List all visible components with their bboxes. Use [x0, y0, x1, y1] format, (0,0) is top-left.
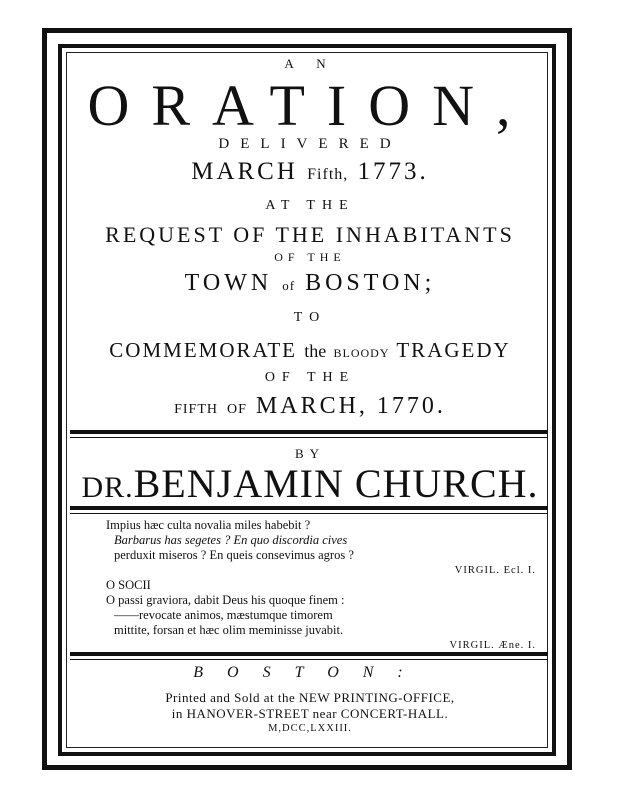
heading-oration: ORATION, — [87, 73, 533, 138]
rule-thin — [70, 437, 548, 438]
author-name — [0, 460, 620, 507]
fifth-word: FIFTH — [174, 402, 218, 417]
epigraph-line: O passi graviora, dabit Deus his quoque finem : — [106, 593, 345, 607]
imprint-printed: Printed and Sold at the NEW PRINTING-OFFICE, — [165, 690, 455, 705]
date-line — [0, 158, 620, 186]
fifth-of: OF — [226, 402, 247, 417]
date-fifth: Fifth, — [307, 166, 349, 183]
request-line: REQUEST OF THE INHABITANTS — [105, 222, 515, 247]
fifth-march: MARCH, — [255, 393, 368, 419]
commemorate-line — [0, 338, 620, 363]
imprint-year: M,DCC,LXXIII. — [268, 723, 352, 734]
rule-thin — [70, 659, 548, 660]
town-boston: BOSTON; — [305, 270, 436, 296]
epigraph-attribution: VIRGIL. Ecl. I. — [454, 565, 536, 576]
of-the: OF THE — [274, 250, 346, 264]
commemorate-tragedy: TRAGEDY — [396, 338, 511, 362]
heading-delivered: DELIVERED — [218, 136, 402, 152]
date-year: 1773. — [357, 158, 429, 185]
imprint-place: BOSTON: — [193, 664, 427, 681]
commemorate-word: COMMEMORATE — [109, 338, 297, 362]
imprint-street: in HANOVER-STREET near CONCERT-HALL. — [171, 706, 449, 721]
heading-an: A N — [284, 56, 336, 71]
commemorate-the: the — [304, 341, 327, 361]
epigraph-line: O SOCII — [106, 578, 151, 592]
fifth-year: 1770. — [376, 393, 446, 419]
to-line: TO — [293, 310, 327, 325]
author-title: DR. — [81, 471, 134, 504]
author-fullname: BENJAMIN CHURCH. — [133, 461, 539, 506]
rule-thick — [70, 430, 548, 434]
rule-thick — [70, 506, 548, 510]
epigraph-line: Impius hæc culta novalia miles habebit ? — [106, 518, 311, 532]
rule-thick — [70, 652, 548, 656]
at-the: AT THE — [265, 198, 355, 213]
of-the-2: OF THE — [264, 370, 356, 385]
fifth-line — [0, 393, 620, 420]
epigraph-line: perduxit miseros ? En queis consevimus agros ? — [114, 548, 354, 562]
town-word: TOWN — [184, 270, 273, 296]
epigraph-attribution: VIRGIL. Æne. I. — [449, 640, 536, 651]
epigraph-line: Barbarus has segetes ? En quo discordia cives — [114, 533, 348, 547]
rule-thin — [70, 513, 548, 514]
by-line: BY — [294, 446, 326, 461]
date-month: MARCH — [191, 158, 298, 185]
town-of: of — [282, 278, 296, 293]
commemorate-bloody: BLOODY — [333, 346, 390, 360]
epigraph-line: ——revocate animos, mæstumque timorem — [114, 608, 333, 622]
epigraph-line: mittite, forsan et hæc olim meminisse juvabit. — [114, 623, 344, 637]
town-line — [0, 270, 620, 297]
